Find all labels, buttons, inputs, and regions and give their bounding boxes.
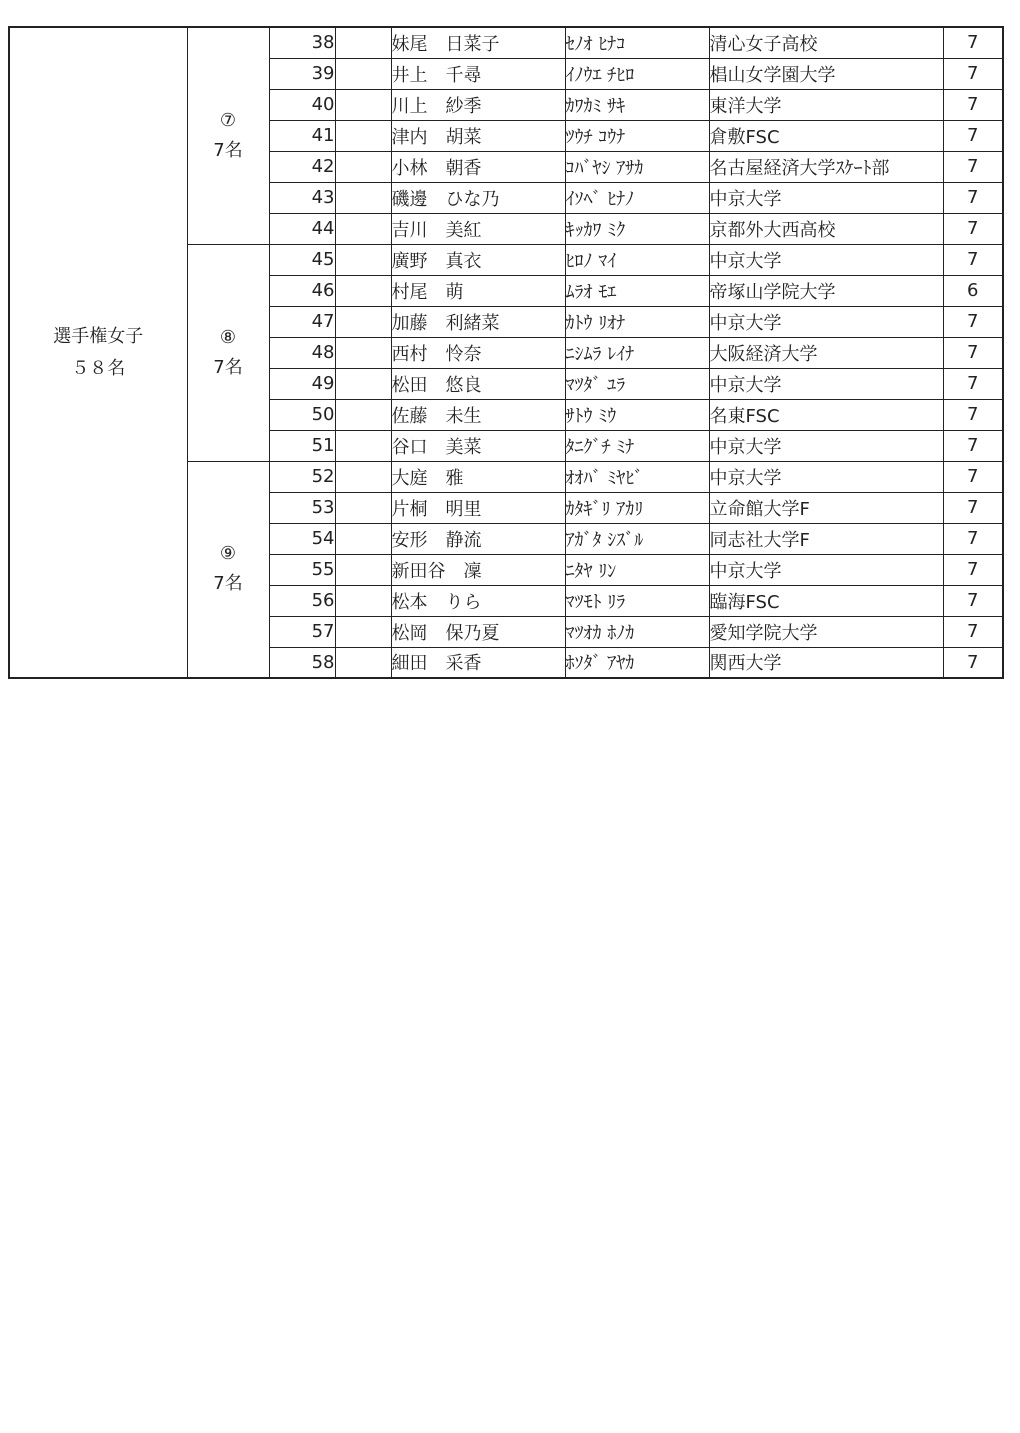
skater-kana: ｺﾊﾞﾔｼ ｱｻｶ	[565, 151, 709, 182]
skater-club: 中京大学	[709, 430, 943, 461]
blank-cell	[335, 585, 391, 616]
skater-club: 同志社大学F	[709, 523, 943, 554]
skater-kana: ﾏﾂｵｶ ﾎﾉｶ	[565, 616, 709, 647]
skater-level: 7	[943, 213, 1003, 244]
blank-cell	[335, 306, 391, 337]
group-count: 7名	[213, 139, 243, 161]
entry-number: 47	[269, 306, 335, 337]
table-row	[9, 27, 1003, 58]
skater-kana: ｶﾄｳ ﾘｵﾅ	[565, 306, 709, 337]
skater-level: 7	[943, 523, 1003, 554]
blank-cell	[335, 492, 391, 523]
skater-club: 愛知学院大学	[709, 616, 943, 647]
skater-kana: ﾀﾆｸﾞﾁ ﾐﾅ	[565, 430, 709, 461]
blank-cell	[335, 523, 391, 554]
skater-level: 7	[943, 554, 1003, 585]
entry-number: 50	[269, 399, 335, 430]
category-count: ５８名	[71, 357, 126, 379]
blank-cell	[335, 399, 391, 430]
skater-level: 7	[943, 616, 1003, 647]
skater-club: 東洋大学	[709, 89, 943, 120]
skater-kana: ｲｿﾍﾞ ﾋﾅﾉ	[565, 182, 709, 213]
group-count: 7名	[213, 573, 243, 595]
skater-kana: ﾋﾛﾉ ﾏｲ	[565, 244, 709, 275]
skater-kana: ﾏﾂﾓﾄ ﾘﾗ	[565, 585, 709, 616]
skater-level: 7	[943, 399, 1003, 430]
blank-cell	[335, 616, 391, 647]
skater-club: 中京大学	[709, 461, 943, 492]
skater-kana: ﾎｿﾀﾞ ｱﾔｶ	[565, 647, 709, 678]
category-cell	[9, 27, 187, 678]
group-mark: ⑦	[219, 109, 237, 131]
skater-kana: ｻﾄｳ ﾐｳ	[565, 399, 709, 430]
entry-number: 44	[269, 213, 335, 244]
skater-name: 川上 紗季	[391, 89, 565, 120]
skater-level: 7	[943, 244, 1003, 275]
skater-club: 中京大学	[709, 368, 943, 399]
skater-club: 中京大学	[709, 306, 943, 337]
skater-name: 井上 千尋	[391, 58, 565, 89]
skater-level: 7	[943, 647, 1003, 678]
blank-cell	[335, 182, 391, 213]
category-title: 選手権女子	[53, 325, 144, 347]
entry-number: 40	[269, 89, 335, 120]
skater-kana: ﾏﾂﾀﾞ ﾕﾗ	[565, 368, 709, 399]
group-mark: ⑧	[219, 326, 237, 348]
blank-cell	[335, 554, 391, 585]
entry-number: 57	[269, 616, 335, 647]
skater-level: 7	[943, 89, 1003, 120]
skater-name: 村尾 萌	[391, 275, 565, 306]
skater-kana: ｶﾀｷﾞﾘ ｱｶﾘ	[565, 492, 709, 523]
skater-level: 7	[943, 27, 1003, 58]
entry-number: 51	[269, 430, 335, 461]
skater-name: 細田 采香	[391, 647, 565, 678]
group-cell	[187, 461, 269, 678]
skater-kana: ｱｶﾞﾀ ｼｽﾞﾙ	[565, 523, 709, 554]
blank-cell	[335, 368, 391, 399]
entry-number: 38	[269, 27, 335, 58]
skater-club: 椙山女学園大学	[709, 58, 943, 89]
skater-kana: ﾆﾀﾔ ﾘﾝ	[565, 554, 709, 585]
skater-club: 立命館大学F	[709, 492, 943, 523]
entry-number: 43	[269, 182, 335, 213]
entry-number: 45	[269, 244, 335, 275]
entry-number: 41	[269, 120, 335, 151]
skater-name: 松岡 保乃夏	[391, 616, 565, 647]
skater-name: 津内 胡菜	[391, 120, 565, 151]
skater-name: 加藤 利緒菜	[391, 306, 565, 337]
group-mark: ⑨	[219, 543, 237, 565]
entry-number: 53	[269, 492, 335, 523]
skater-level: 7	[943, 461, 1003, 492]
roster-body	[9, 27, 1003, 678]
group-count: 7名	[213, 356, 243, 378]
skater-name: 廣野 真衣	[391, 244, 565, 275]
skater-name: 安形 静流	[391, 523, 565, 554]
skater-kana: ｾﾉｵ ﾋﾅｺ	[565, 27, 709, 58]
skater-kana: ﾑﾗｵ ﾓｴ	[565, 275, 709, 306]
skater-name: 松田 悠良	[391, 368, 565, 399]
blank-cell	[335, 461, 391, 492]
skater-club: 関西大学	[709, 647, 943, 678]
entry-number: 55	[269, 554, 335, 585]
skater-club: 清心女子高校	[709, 27, 943, 58]
skater-club: 中京大学	[709, 182, 943, 213]
skater-level: 7	[943, 368, 1003, 399]
skater-level: 7	[943, 337, 1003, 368]
blank-cell	[335, 647, 391, 678]
group-cell	[187, 244, 269, 461]
skater-club: 中京大学	[709, 554, 943, 585]
blank-cell	[335, 337, 391, 368]
skater-level: 7	[943, 492, 1003, 523]
skater-name: 吉川 美紅	[391, 213, 565, 244]
skater-kana: ﾂｳﾁ ｺｳﾅ	[565, 120, 709, 151]
blank-cell	[335, 58, 391, 89]
skater-club: 臨海FSC	[709, 585, 943, 616]
skater-club: 中京大学	[709, 244, 943, 275]
blank-cell	[335, 89, 391, 120]
blank-cell	[335, 430, 391, 461]
skater-level: 6	[943, 275, 1003, 306]
skater-name: 妹尾 日菜子	[391, 27, 565, 58]
skater-kana: ｲﾉｳｴ ﾁﾋﾛ	[565, 58, 709, 89]
skater-kana: ﾆｼﾑﾗ ﾚｲﾅ	[565, 337, 709, 368]
entry-number: 54	[269, 523, 335, 554]
skater-level: 7	[943, 58, 1003, 89]
blank-cell	[335, 213, 391, 244]
entry-number: 46	[269, 275, 335, 306]
skater-club: 大阪経済大学	[709, 337, 943, 368]
skater-club: 京都外大西高校	[709, 213, 943, 244]
skater-name: 新田谷 凜	[391, 554, 565, 585]
entry-number: 42	[269, 151, 335, 182]
blank-cell	[335, 151, 391, 182]
skater-level: 7	[943, 120, 1003, 151]
skater-club: 帝塚山学院大学	[709, 275, 943, 306]
skater-name: 西村 怜奈	[391, 337, 565, 368]
entry-number: 52	[269, 461, 335, 492]
skater-kana: ｷｯｶﾜ ﾐｸ	[565, 213, 709, 244]
entry-number: 39	[269, 58, 335, 89]
skater-kana: ｶﾜｶﾐ ｻｷ	[565, 89, 709, 120]
skater-level: 7	[943, 585, 1003, 616]
skater-name: 片桐 明里	[391, 492, 565, 523]
skater-level: 7	[943, 306, 1003, 337]
blank-cell	[335, 244, 391, 275]
group-cell	[187, 27, 269, 244]
skater-name: 松本 りら	[391, 585, 565, 616]
skater-name: 谷口 美菜	[391, 430, 565, 461]
skater-name: 佐藤 未生	[391, 399, 565, 430]
entry-number: 48	[269, 337, 335, 368]
skater-level: 7	[943, 430, 1003, 461]
skater-club: 名古屋経済大学ｽｹｰﾄ部	[709, 151, 943, 182]
blank-cell	[335, 27, 391, 58]
skater-name: 磯邊 ひな乃	[391, 182, 565, 213]
skater-club: 倉敷FSC	[709, 120, 943, 151]
skater-club: 名東FSC	[709, 399, 943, 430]
blank-cell	[335, 275, 391, 306]
blank-cell	[335, 120, 391, 151]
skater-kana: ｵｵﾊﾞ ﾐﾔﾋﾞ	[565, 461, 709, 492]
skater-name: 小林 朝香	[391, 151, 565, 182]
skater-level: 7	[943, 151, 1003, 182]
entry-number: 56	[269, 585, 335, 616]
skater-name: 大庭 雅	[391, 461, 565, 492]
roster-table	[8, 26, 1004, 679]
entry-number: 49	[269, 368, 335, 399]
skater-level: 7	[943, 182, 1003, 213]
entry-number: 58	[269, 647, 335, 678]
